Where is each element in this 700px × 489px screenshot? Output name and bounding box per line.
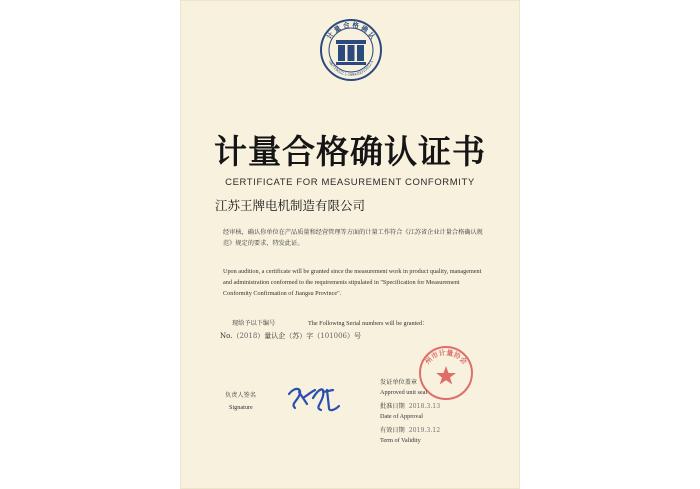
serial-prefix: No.（: [220, 332, 240, 340]
serial-year: 2018: [239, 332, 258, 340]
validity-date: 2019.3.12: [408, 427, 441, 434]
validity-label-en: Term of Validity: [380, 437, 421, 444]
certificate-title-en: CERTIFICATE FOR MEASUREMENT CONFORMITY: [225, 177, 475, 188]
approval-label-cn: 批准日期: [380, 403, 405, 410]
svg-text:计 量 合 格 确 认: [325, 20, 378, 41]
validity-label-cn: 有效日期: [380, 427, 405, 434]
serial-mid: ）量认企（苏）字（: [257, 332, 321, 340]
responsible-label-en: Signature: [229, 404, 253, 411]
certificate-page: [180, 0, 520, 489]
seal-label-en: Approved unit seal: [380, 389, 428, 396]
serial-suffix: ）号: [347, 332, 362, 340]
emblem-code-text: GB/T19022.1-1994/ISO10012-1: [327, 59, 375, 78]
seal-label-cn: 发证单位盖章: [380, 379, 418, 386]
certificate-paragraph-en: Upon audition, a certificate will be granted since the measurement work in product quality, management and administration conformed to the requirements stipulated in "Specification for Measurement Conformity Confirmation of Jiangsu Province".: [223, 268, 482, 297]
company-name: 江苏王牌电机制造有限公司: [215, 198, 366, 213]
validity-date-line: [380, 425, 440, 434]
approval-date-line: [380, 401, 440, 410]
serial-number: 101006: [320, 332, 348, 340]
svg-text:州市计量协会: [423, 348, 469, 366]
approval-date: 2018.3.13: [408, 403, 441, 410]
certificate-paragraph-cn: 经审核，确认你单位在产品质量和经营管理等方面的计量工作符合《江苏省企业计量合格确认规范》规定的要求，特发此证。: [223, 229, 483, 247]
certificate-title-cn: 计量合格确认证书: [214, 132, 486, 171]
approval-label-en: Date of Approval: [380, 413, 423, 420]
handwritten-signature-icon: [285, 378, 345, 418]
responsible-label-cn: 负责人签名: [225, 392, 256, 399]
seal-text: 州市计量协会: [423, 348, 469, 366]
emblem-ring-text: 计 量 合 格 确 认: [325, 20, 377, 41]
red-seal-icon: [417, 344, 475, 402]
serial-number-line: [220, 331, 361, 341]
serial-label-en: The Following Serial numbers will be granted：: [308, 320, 429, 327]
serial-label-cn: 现给予以下编号: [232, 320, 276, 327]
measurement-emblem-icon: [319, 18, 383, 82]
